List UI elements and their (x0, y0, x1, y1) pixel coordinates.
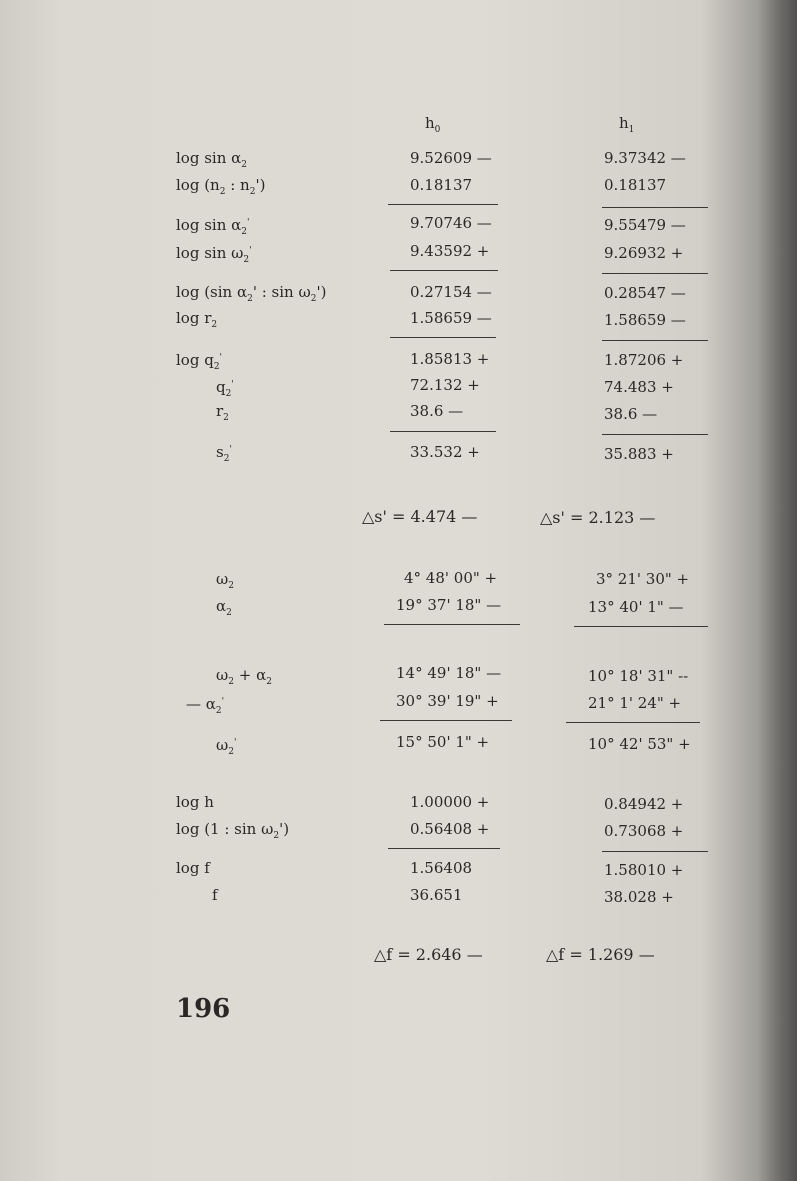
row-h1-log-r2: 1.58659 — (604, 311, 686, 329)
row-label-log-sin-a2: $\log \sin \alpha_2$ (176, 149, 247, 170)
row-label-log-h: log h (176, 793, 214, 811)
row-h1-w2: 3° 21' 30" + (596, 570, 690, 588)
rule (602, 851, 708, 852)
row-h0-log-f: 1.56408 (410, 859, 473, 877)
row-h0-log-sin-a2p: 9.70746 — (410, 214, 492, 232)
rule (602, 434, 708, 435)
rule (390, 270, 498, 271)
row-h0-s2p: 33.532 + (410, 443, 480, 461)
row-h0-w2: 4° 48' 00" + (404, 569, 498, 587)
rule (380, 720, 512, 721)
row-h1-log-sin-w2p: 9.26932 + (604, 244, 684, 262)
row-h1-log-f: 1.58010 + (604, 861, 684, 879)
row-h1-log-ratio: 0.28547 — (604, 284, 686, 302)
rule (390, 431, 496, 432)
row-h0-log-n2: 0.18137 (410, 176, 473, 194)
row-h1-f: 38.028 + (604, 888, 674, 906)
header-h1: $h_1$ (619, 114, 635, 135)
row-h0-log-1-sin: 0.56408 + (410, 820, 490, 838)
row-h0-a2: 19° 37' 18" — (396, 596, 502, 614)
row-label-log-q2p: $\log q_2'$ (176, 351, 223, 372)
row-h1-a2: 13° 40' 1" — (588, 598, 684, 616)
row-h1-w2-plus-a2: 10° 18' 31" -- (588, 667, 689, 685)
row-label-log-f: log f (176, 859, 210, 877)
delta-s-h1: △s' = 2.123 — (540, 508, 656, 527)
row-h1-log-sin-a2p: 9.55479 — (604, 216, 686, 234)
row-label-log-n2: $\log (n_2$ : $n_2'$) (176, 176, 266, 197)
row-h0-log-sin-w2p: 9.43592 + (410, 242, 490, 260)
rule (388, 204, 498, 205)
row-label-log-1-sin: log (1 : $\sin \omega_2'$) (176, 820, 290, 841)
row-label-s2p: $s_2'$ (216, 443, 232, 464)
row-h0-log-q2p: 1.85813 + (410, 350, 490, 368)
row-h1-minus-a2p: 21° 1' 24" + (588, 694, 682, 712)
row-label-w2p: $\omega_2'$ (216, 736, 237, 757)
rule (602, 340, 708, 341)
delta-f-h0: △f = 2.646 — (374, 945, 483, 964)
rule (602, 273, 708, 274)
row-label-f: f (212, 886, 218, 904)
row-h0-log-h: 1.00000 + (410, 793, 490, 811)
row-h0-w2p: 15° 50' 1" + (396, 733, 490, 751)
row-h0-r2: 38.6 — (410, 402, 464, 420)
row-h1-w2p: 10° 42' 53" + (588, 735, 691, 753)
row-h0-log-r2: 1.58659 — (410, 309, 492, 327)
delta-f-h1: △f = 1.269 — (546, 945, 655, 964)
rule (574, 626, 708, 627)
row-label-log-sin-a2p: $\log \sin \alpha_2'$ (176, 216, 250, 237)
delta-s-h0: △s' = 4.474 — (362, 507, 478, 526)
page-number: 196 (176, 994, 231, 1024)
row-h0-log-sin-a2: 9.52609 — (410, 149, 492, 167)
rule (566, 722, 700, 723)
row-label-w2-plus-a2: $\omega_2 + \alpha_2$ (216, 666, 272, 687)
row-label-log-sin-w2p: $\log \sin \omega_2'$ (176, 244, 252, 265)
row-h1-log-q2p: 1.87206 + (604, 351, 684, 369)
row-h1-r2: 38.6 — (604, 405, 658, 423)
row-label-minus-a2p: — $\alpha_2'$ (186, 695, 225, 716)
row-label-log-ratio: log (sin $\alpha_2'$ : $\sin \omega_2'$) (176, 283, 327, 304)
row-label-log-r2: $\log r_2$ (176, 309, 218, 330)
row-label-a2: $\alpha_2$ (216, 597, 232, 618)
row-h1-log-1-sin: 0.73068 + (604, 822, 684, 840)
row-h1-log-n2: 0.18137 (604, 176, 667, 194)
row-h1-log-sin-a2: 9.37342 — (604, 149, 686, 167)
row-h1-s2p: 35.883 + (604, 445, 674, 463)
rule (390, 337, 496, 338)
rule (388, 848, 500, 849)
row-h0-w2-plus-a2: 14° 49' 18" — (396, 664, 502, 682)
row-h0-log-ratio: 0.27154 — (410, 283, 492, 301)
header-h0: $h_0$ (425, 114, 441, 135)
row-h1-q2p: 74.483 + (604, 378, 674, 396)
row-h1-log-h: 0.84942 + (604, 795, 684, 813)
row-h0-minus-a2p: 30° 39' 19" + (396, 692, 499, 710)
row-label-q2p: $q_2'$ (216, 378, 234, 399)
rule (602, 207, 708, 208)
row-label-r2: $r_2$ (216, 402, 229, 423)
rule (384, 624, 520, 625)
row-h0-q2p: 72.132 + (410, 376, 480, 394)
row-h0-f: 36.651 (410, 886, 463, 904)
row-label-w2: $\omega_2$ (216, 570, 234, 591)
